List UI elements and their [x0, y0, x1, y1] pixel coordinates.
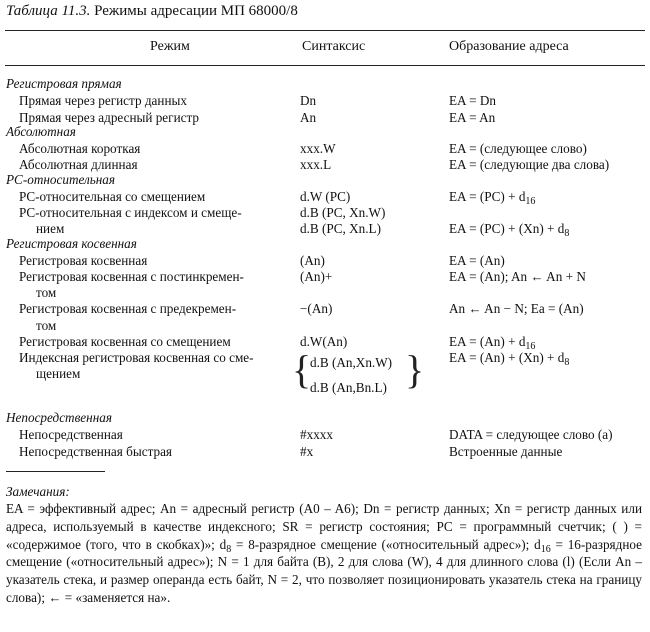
- row-mode: Регистровая косвенная со смещением: [19, 334, 231, 349]
- row-address: Встроенные данные: [449, 444, 563, 459]
- table-caption: [6, 3, 298, 20]
- row-syntax-line2: d.B (PC, Xn.L): [300, 221, 381, 236]
- row-mode-line1: Индексная регистровая косвенная со сме-: [19, 350, 254, 365]
- row-syntax: d.W (PC): [300, 189, 351, 204]
- top-rule: [5, 30, 645, 31]
- row-syntax: (An): [300, 253, 325, 268]
- row-syntax: xxx.L: [300, 157, 332, 172]
- row-mode: Непосредственная: [19, 427, 123, 442]
- row-address: EA = $(PC) + d_{16}$: [449, 189, 536, 207]
- row-mode: Непосредственная быстрая: [19, 444, 173, 459]
- category-pc-relative: PC-относительная: [6, 172, 116, 187]
- row-mode-line2: том: [36, 285, 57, 300]
- category-register-direct: Регистровая прямая: [6, 76, 122, 91]
- row-mode-line1: Регистровая косвенная с постинкремен-: [19, 269, 244, 284]
- row-mode: PC-относительная со смещением: [19, 189, 206, 204]
- notes-text: EA = эффективный адрес; An = адресный регистр (A0 – A6); Dn = регистр данных; Xn = регистр данных или адреса, используемый в качестве индексного; SR = регистр состояния; PC = программный счетчик; ( ) = «содержимое (того, что в скобках)»; $d_8$ = 8-разрядное смещение («относительный адрес»); $d_{16}$ = 16-разрядное смещение («относительный адрес»); N = 1 для байта (B), 2 для слова (W), 4 для длинного слова (l) (Если An – указатель стека, и размер операнда есть байт, N = 2, что позволяет позиционировать указатель стека на границу слова); ← = «заменяется на».: [6, 501, 642, 605]
- row-mode: Прямая через регистр данных: [19, 93, 187, 108]
- row-address: DATA = следующее слово (а): [449, 427, 613, 442]
- row-mode: Абсолютная короткая: [19, 141, 141, 156]
- category-immediate: Непосредственная: [6, 410, 112, 425]
- row-address: EA = $(An) + (Xn) + d_8$: [449, 350, 570, 368]
- row-address: EA = (An); An ← An + N: [449, 269, 586, 284]
- row-address: EA = $(An) + d_{16}$: [449, 334, 536, 352]
- header-rule: [5, 65, 645, 66]
- notes-title: Замечания:: [6, 484, 70, 499]
- row-mode-line2: нием: [36, 221, 65, 236]
- row-address: An ← An − N; Ea = (An): [449, 301, 584, 316]
- row-syntax-line1: d.B (PC, Xn.W): [300, 205, 386, 220]
- row-syntax: #x: [300, 444, 314, 459]
- header-mode: Режим: [150, 39, 190, 54]
- row-syntax: Dn: [300, 93, 317, 108]
- left-brace: {: [292, 347, 312, 392]
- row-mode: Прямая через адресный регистр: [19, 110, 200, 125]
- table-title: Режимы адресации МП 68000/8: [94, 3, 298, 19]
- row-address: EA = (An): [449, 253, 505, 268]
- table-number: Таблица 11.3.: [6, 3, 91, 19]
- header-syntax: Синтаксис: [302, 39, 366, 54]
- row-mode-line1: Регистровая косвенная с предекремен-: [19, 301, 237, 316]
- row-syntax: d.W(An): [300, 334, 348, 349]
- row-address: EA = Dn: [449, 93, 496, 108]
- row-syntax: (An)+: [300, 269, 333, 284]
- category-register-indirect: Регистровая косвенная: [6, 236, 137, 251]
- row-syntax: #xxxx: [300, 427, 333, 442]
- row-mode-line1: PC-относительная с индексом и смеще-: [19, 205, 242, 220]
- row-syntax-line1: d.B (An,Xn.W): [310, 355, 393, 370]
- notes-rule: [6, 471, 105, 472]
- row-mode: Регистровая косвенная: [19, 253, 148, 268]
- row-address: EA = An: [449, 110, 496, 125]
- row-syntax-line2: d.B (An,Bn.L): [310, 380, 387, 395]
- right-brace: }: [405, 347, 425, 392]
- row-mode: Абсолютная длинная: [19, 157, 138, 172]
- row-syntax: xxx.W: [300, 141, 336, 156]
- row-address: EA = $(PC) + (Xn) + d_8$: [449, 221, 570, 239]
- row-address: EA = (следующие два слова): [449, 157, 610, 172]
- row-address: EA = (следующее слово): [449, 141, 587, 156]
- row-syntax: An: [300, 110, 317, 125]
- header-address: Образование адреса: [449, 39, 569, 54]
- row-syntax: −(An): [300, 301, 333, 316]
- row-mode-line2: том: [36, 318, 57, 333]
- row-mode-line2: щением: [36, 366, 81, 381]
- category-absolute: Абсолютная: [6, 124, 76, 139]
